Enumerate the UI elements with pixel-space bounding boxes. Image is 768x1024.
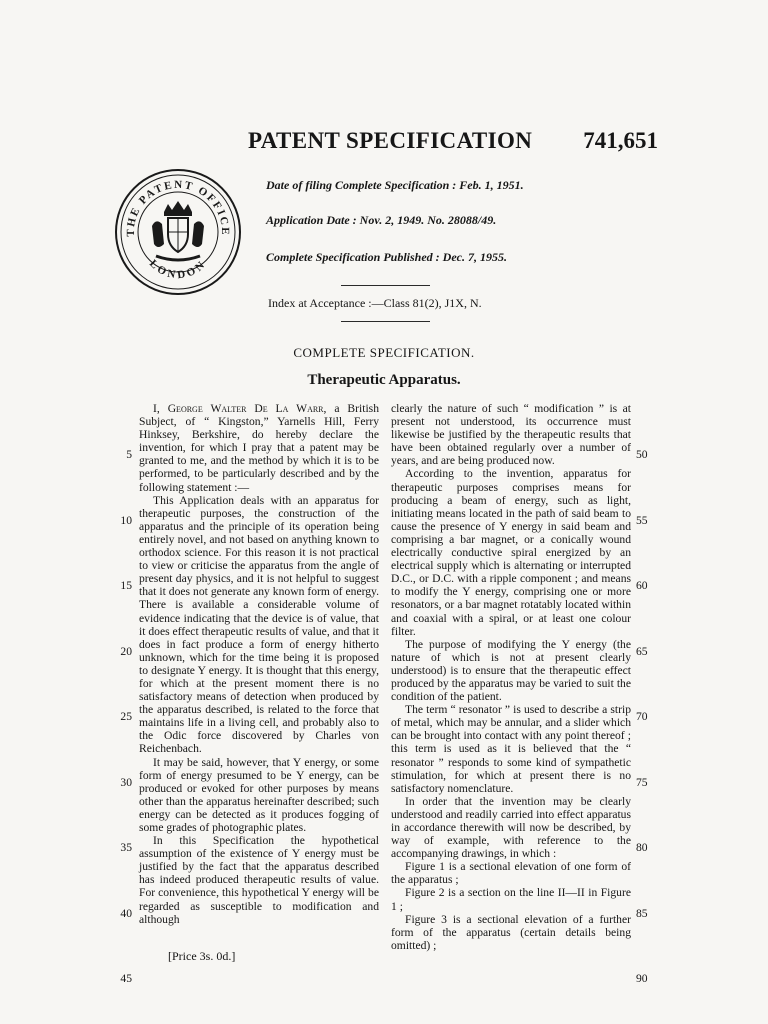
line-number: 60 — [636, 579, 648, 592]
line-number: 15 — [120, 579, 132, 592]
application-date: Application Date : Nov. 2, 1949. No. 28088/49. — [266, 213, 497, 227]
paragraph-y-energy: It may be said, however, that Y energy, or some form of energy presumed to be Y energy, can be produced or evoked for other purposes by means other than the apparatus hereinafter described; such energy can be detected as it produces fogging of some grades of photographic plates. — [139, 755, 379, 834]
paragraph-purpose: The purpose of modifying the Y energy (the nature of which is not at present clearly understood) is to ensure that the therapeutic effect produced by the apparatus may be varied to suit the condition of the patient. — [391, 637, 631, 704]
paragraph-figure-2: Figure 2 is a section on the line II—II in Figure 1 ; — [391, 886, 631, 913]
section-heading: COMPLETE SPECIFICATION. — [293, 345, 475, 360]
line-number: 35 — [120, 841, 132, 854]
paragraph-continuation: clearly the nature of such “ modification ” is at present not understood, its occurrence must likewise be justified by the therapeutic results that have been obtained regularly over a number of years, and are being produced now. — [391, 402, 631, 468]
divider-top — [341, 285, 430, 286]
paragraph-hypothesis: In this Specification the hypothetical assumption of the existence of Y energy must be justified by the fact that the apparatus described has indeed produced therapeutic results of value. For convenience, this hypothetical Y energy will be regarded as susceptible to modification and although — [139, 834, 379, 926]
line-number: 50 — [636, 448, 648, 461]
inventor-name: I, George Walter De La Warr, — [153, 402, 327, 415]
patent-office-seal — [114, 168, 242, 296]
line-number: 80 — [636, 841, 648, 854]
line-number: 40 — [120, 907, 132, 920]
line-number: 10 — [120, 514, 132, 527]
paragraph-intro: This Application deals with an apparatus for therapeutic purposes, the construction of the apparatus and the principle of its operation being entirely novel, and not based on anything known to orthodox science. For this reason it is not practical to view or criticise the apparatus from the angle of present day physics, and it is not helpful to suggest that it does not generate any known form of energy. There is available a considerable volume of evidence indicating that the device is of value, that it does effect therapeutic results of value, and that it does in fact produce a form of energy hitherto unknown, which for the time being it is proposed to designate Y energy. It is thought that this energy, for which at the present moment there is no satisfactory means of detection when produced by the apparatus described, is related to the force that maintains life in a living cell, and probably also to the Odic force discovered by Charles von Reichenbach. — [139, 493, 379, 756]
price-label: [Price 3s. 0d.] — [168, 949, 236, 963]
line-number: 45 — [120, 972, 132, 985]
document-title: PATENT SPECIFICATION — [248, 128, 533, 153]
line-number: 20 — [120, 645, 132, 658]
line-number: 25 — [120, 710, 132, 723]
line-number: 75 — [636, 776, 648, 789]
right-column — [391, 402, 631, 952]
line-number: 55 — [636, 514, 648, 527]
divider-bottom — [341, 321, 430, 322]
line-number: 5 — [126, 448, 132, 461]
line-number: 85 — [636, 907, 648, 920]
line-number: 65 — [636, 645, 648, 658]
line-number: 90 — [636, 972, 648, 985]
paragraph-drawings-intro: In order that the invention may be clearly understood and readily carried into effect apparatus in accordance therewith will now be described, by way of example, with reference to the accompanying drawings, in which : — [391, 794, 631, 861]
declaration-text: a British Subject, of “ Kingston,” Yarnells Hill, Ferry Hinksey, Berkshire, do hereby declare the invention, for which I pray that a patent may be granted to me, and the method by which it is to be performed, to be particularly described and by the following statement :— — [139, 402, 379, 494]
paragraph-resonator: The term “ resonator ” is used to describe a strip of metal, which may be annular, and a slider which can be brought into contact with any point thereof ; this term is used as it is believed that the “ resonator ” responds to some kind of sympathetic stimulation, for which at present there is no satisfactory nomenclature. — [391, 703, 631, 795]
patent-number: 741,651 — [583, 128, 658, 153]
svg-text:LONDON: LONDON — [146, 257, 210, 282]
specification-title: Therapeutic Apparatus. — [307, 372, 461, 388]
line-number: 30 — [120, 776, 132, 789]
left-column — [139, 402, 379, 926]
paragraph-declaration — [139, 402, 379, 494]
paragraph-figure-1: Figure 1 is a sectional elevation of one form of the apparatus ; — [391, 860, 631, 887]
line-number: 70 — [636, 710, 648, 723]
publication-date: Complete Specification Published : Dec. 7, 1955. — [266, 250, 507, 264]
index-at-acceptance: Index at Acceptance :—Class 81(2), J1X, N. — [268, 296, 482, 310]
filing-date: Date of filing Complete Specification : Feb. 1, 1951. — [266, 178, 524, 192]
paragraph-figure-3: Figure 3 is a sectional elevation of a further form of the apparatus (certain details being omitted) ; — [391, 912, 631, 952]
svg-text:THE PATENT OFFICE: THE PATENT OFFICE — [124, 178, 232, 237]
paragraph-invention: According to the invention, apparatus for therapeutic purposes comprises means for producing a beam of energy, such as light, initiating means located in the path of said beam to cause the presence of Y energy in said beam and comprising a bar magnet, or a conically wound electrically conductive spiral energized by an electrical supply which is alternating or interrupted D.C., or D.C. with a ripple component ; and means to modify the Y energy, comprising one or more resonators, or a bar magnet rotatably located within and coaxial with a spiral, or at least one colour filter. — [391, 467, 631, 638]
